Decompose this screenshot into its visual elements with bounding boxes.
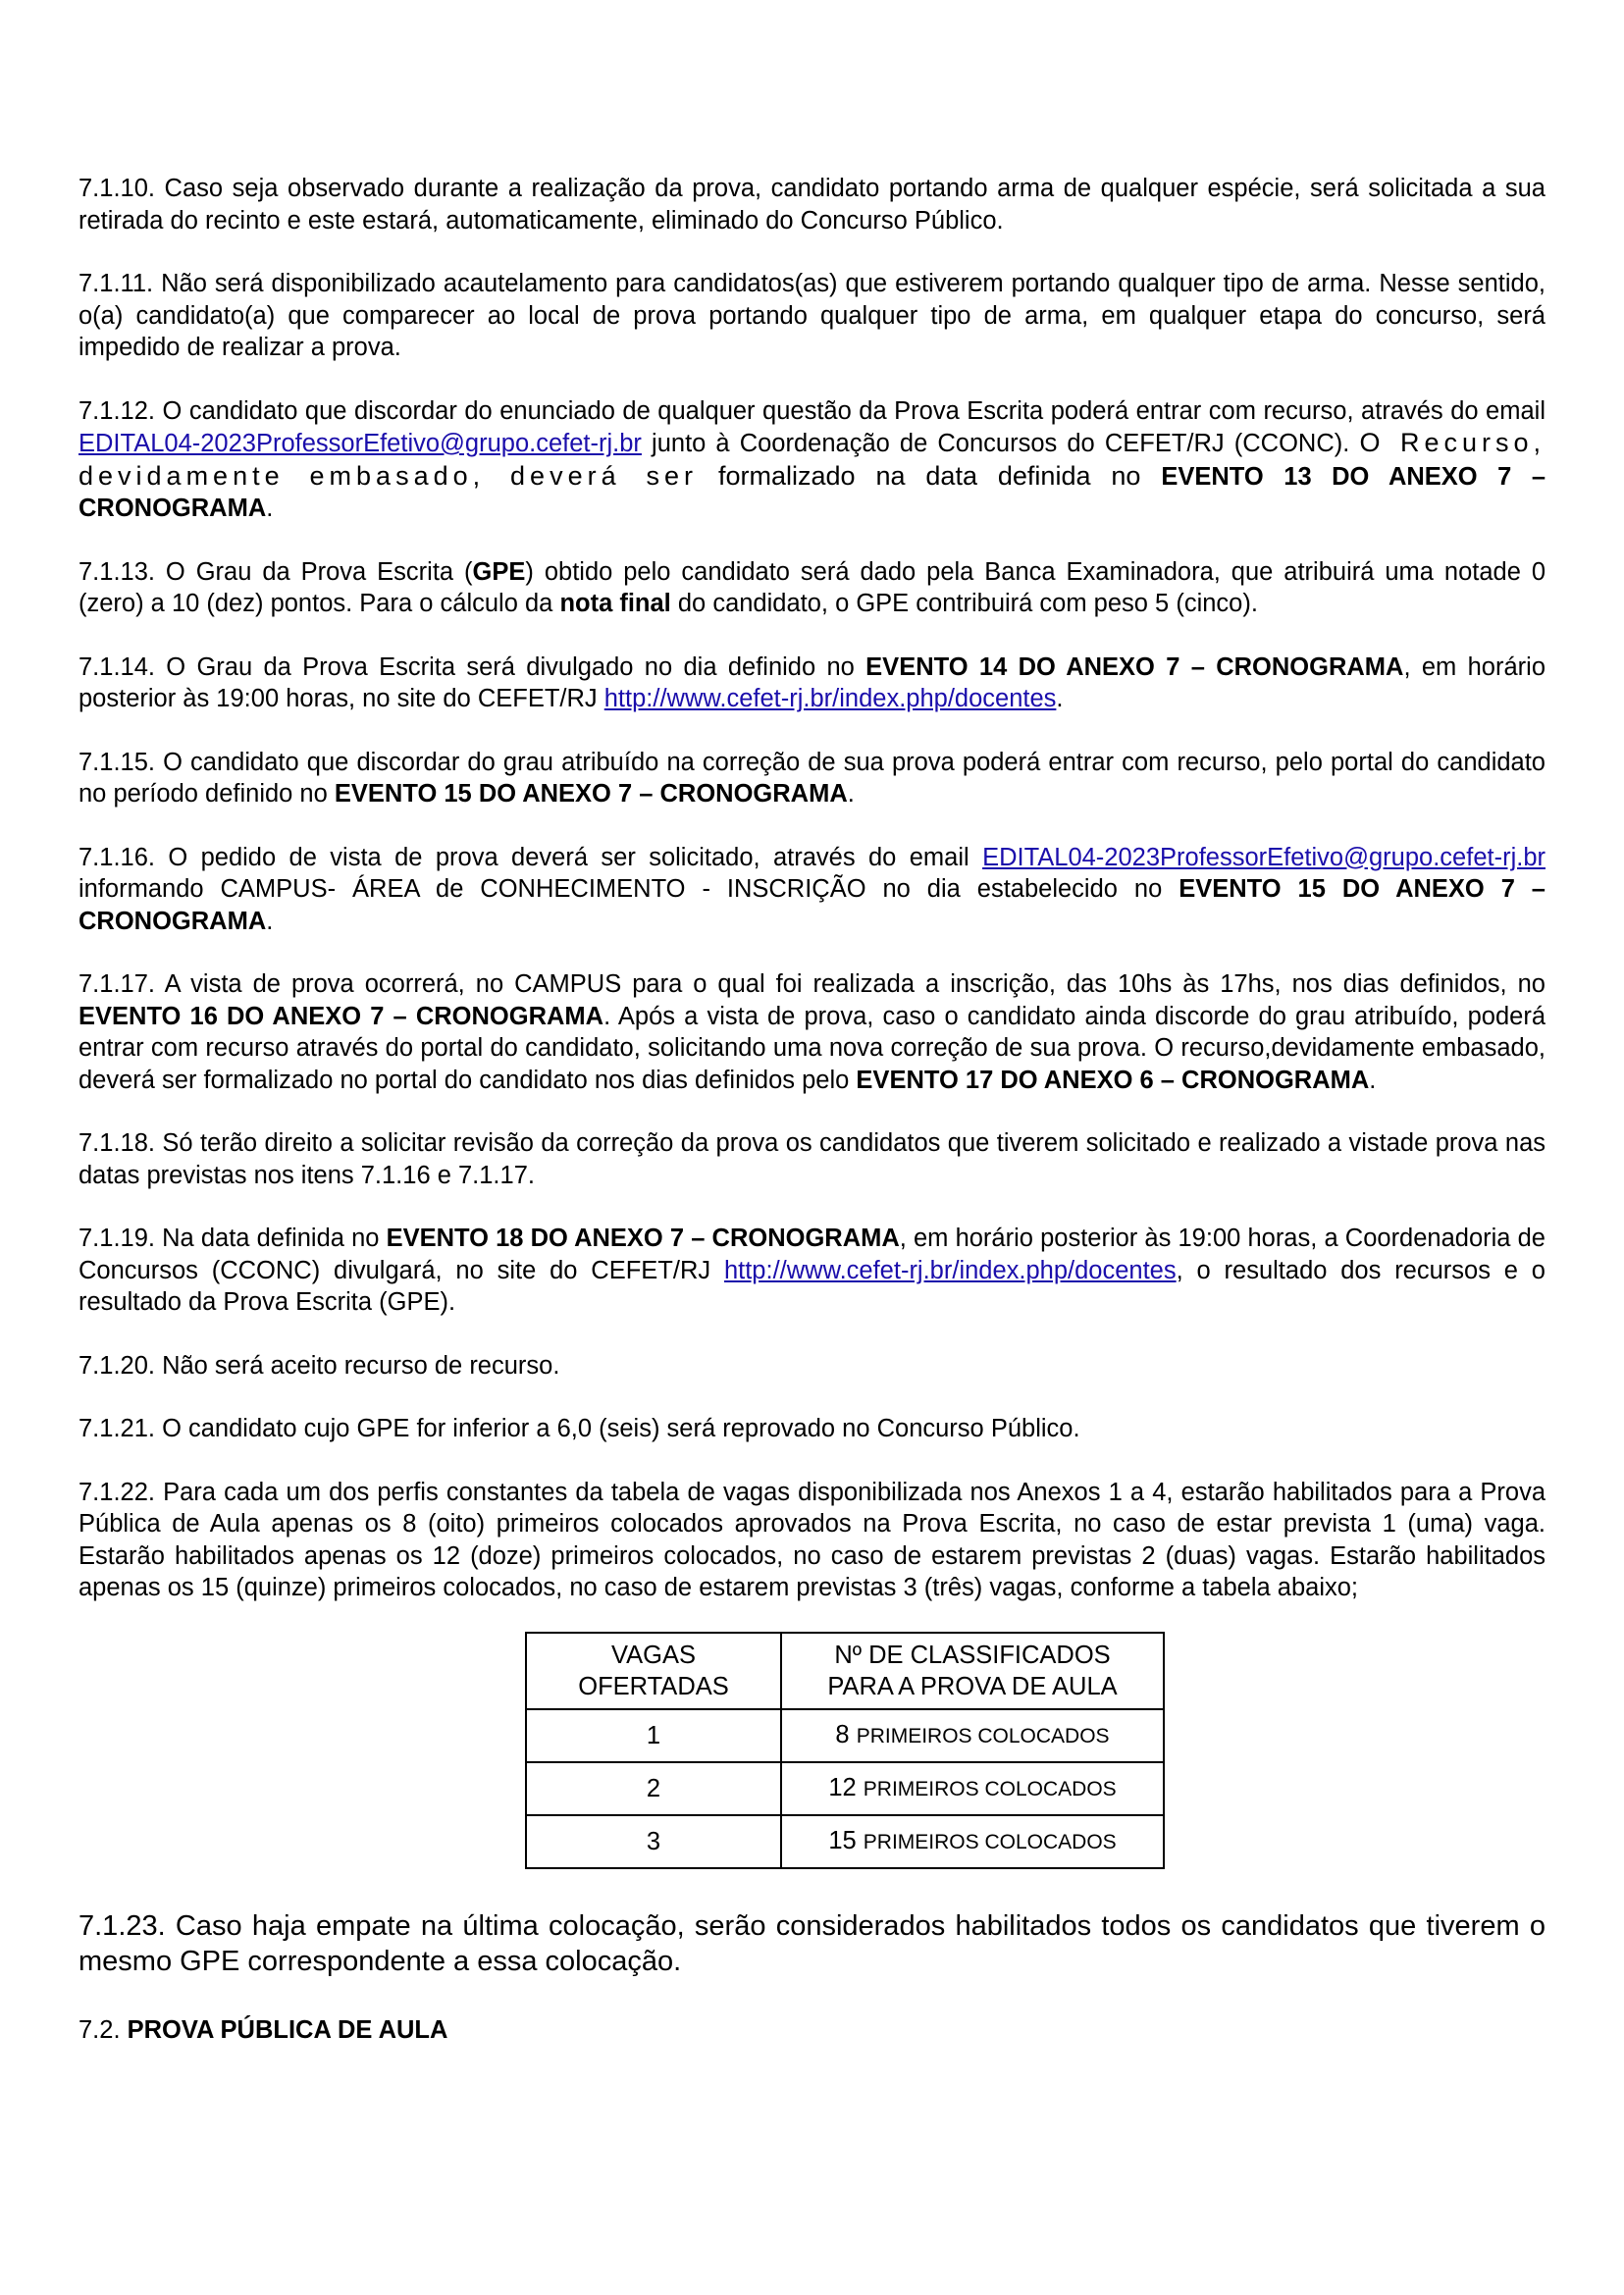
cell-label: PRIMEIROS COLOCADOS	[856, 1724, 1110, 1747]
header-text: OFERTADAS	[578, 1672, 729, 1700]
email-link[interactable]: EDITAL04-2023ProfessorEfetivo@grupo.cefet-rj.br	[982, 843, 1545, 871]
text: , o resultado dos recursos e o resultado da Prova Escrita (GPE).	[79, 1256, 1545, 1316]
table-row	[526, 1762, 1164, 1815]
paragraph-7-1-17	[79, 968, 1545, 1096]
cell-classificados	[781, 1762, 1164, 1815]
text: formalizado na data definida no	[698, 460, 1162, 491]
text: do candidato, o GPE contribuirá com peso 5 (cinco).	[670, 590, 1258, 617]
table-header-row	[526, 1633, 1164, 1709]
paragraph-7-1-14	[79, 652, 1545, 715]
cell-number: 12	[828, 1773, 857, 1801]
text: 7.1.17. A vista de prova ocorrerá, no CAMPUS para o qual foi realizada a inscrição, das 10hs às 17hs, nos dias definidos, no	[79, 970, 1545, 998]
event-ref: EVENTO 13 DO ANEXO 7 – CRONOGRAMA	[79, 462, 1546, 522]
paragraph-7-1-23: 7.1.23. Caso haja empate na última colocação, serão considerados habilitados todos os candidatos que tiverem o mesmo GPE correspondente a essa colocação.	[79, 1909, 1545, 1977]
section-number: 7.2.	[79, 2015, 128, 2044]
header-text: Nº DE CLASSIFICADOS	[834, 1641, 1111, 1669]
paragraph-7-1-12	[79, 395, 1545, 525]
paragraph-7-1-13	[79, 556, 1545, 620]
spaced-text: O Recurso, devidamente embasado, deverá ser	[79, 428, 1545, 491]
text: 7.1.15. O candidato que discordar do grau atribuído na correção de sua prova poderá entrar com recurso, pelo portal do candidato no período definido no	[79, 748, 1545, 808]
paragraph-7-1-10: 7.1.10. Caso seja observado durante a realização da prova, candidato portando arma de qualquer espécie, será solicitada a sua retirada do recinto e este estará, automaticamente, eliminado do Concurso Público.	[79, 175, 1545, 235]
event-ref: EVENTO 15 DO ANEXO 7 – CRONOGRAMA	[79, 875, 1545, 935]
section-title: PROVA PÚBLICA DE AULA	[127, 2015, 448, 2044]
event-ref: EVENTO 14 DO ANEXO 7 – CRONOGRAMA	[865, 652, 1404, 681]
cell-vagas: 3	[526, 1815, 781, 1868]
paragraph-7-1-22: 7.1.22. Para cada um dos perfis constantes da tabela de vagas disponibilizada nos Anexos 1 a 4, estarão habilitados para a Prova Pública de Aula apenas os 8 (oito) primeiros colocados aprovados na Prova Escrita, no caso de estar prevista 1 (uma) vaga. Estarão habilitados apenas os 12 (doze) primeiros colocados, no caso de estarem previstas 2 (duas) vagas. Estarão habilitados apenas os 15 (quinze) primeiros colocados, no caso de estarem previstas 3 (três) vagas, conforme a tabela abaixo;	[79, 1478, 1545, 1601]
paragraph-7-1-16	[79, 842, 1545, 938]
vacancies-table	[525, 1632, 1165, 1869]
text: junto à Coordenação de Concursos do CEFET/RJ (CCONC).	[641, 430, 1360, 457]
cell-classificados	[781, 1815, 1164, 1868]
text: .	[847, 780, 855, 808]
site-link[interactable]: http://www.cefet-rj.br/index.php/docentes	[723, 1256, 1177, 1284]
nota-final-term: nota final	[559, 590, 671, 617]
text: 7.1.19. Na data definida no	[79, 1225, 387, 1252]
event-ref: EVENTO 18 DO ANEXO 7 – CRONOGRAMA	[386, 1225, 900, 1252]
text: .	[1056, 685, 1064, 712]
header-text: VAGAS	[611, 1641, 696, 1669]
event-ref: EVENTO 17 DO ANEXO 6 – CRONOGRAMA	[856, 1066, 1370, 1094]
cell-number: 8	[835, 1720, 850, 1748]
site-link[interactable]: http://www.cefet-rj.br/index.php/docentes	[603, 685, 1057, 712]
document-page	[79, 173, 1545, 2077]
text: 7.1.16. O pedido de vista de prova deverá ser solicitado, através do email	[79, 843, 983, 871]
gpe-term: GPE	[472, 557, 526, 586]
text: . Após a vista de prova, caso o candidato ainda discorde do grau atribuído, poderá entrar com recurso através do portal do candidato, solicitando uma nova correção de sua prova. O recurso,devidamente embasado, deverá ser formalizado no portal do candidato nos dias definidos pelo	[79, 1002, 1546, 1094]
cell-label: PRIMEIROS COLOCADOS	[863, 1777, 1117, 1800]
paragraph-7-1-21: 7.1.21. O candidato cujo GPE for inferior a 6,0 (seis) será reprovado no Concurso Público.	[79, 1415, 1080, 1442]
text: .	[266, 495, 274, 522]
header-vagas-ofertadas	[526, 1633, 781, 1709]
header-num-classificados	[781, 1633, 1164, 1709]
header-text: PARA A PROVA DE AULA	[827, 1672, 1118, 1700]
cell-vagas: 1	[526, 1709, 781, 1762]
text: 7.1.13. O Grau da Prova Escrita (	[79, 557, 473, 586]
paragraph-7-1-20: 7.1.20. Não será aceito recurso de recurso.	[79, 1351, 560, 1380]
email-link[interactable]: EDITAL04-2023ProfessorEfetivo@grupo.cefet-rj.br	[79, 430, 642, 457]
event-ref: EVENTO 15 DO ANEXO 7 – CRONOGRAMA	[334, 780, 848, 808]
vacancies-table-wrapper	[79, 1632, 1545, 1869]
paragraph-7-1-19	[79, 1223, 1545, 1319]
text: , em horário posterior às 19:00 horas, a Coordenadoria de Concursos (CCONC) divulgará, no site do CEFET/RJ	[79, 1225, 1545, 1284]
text: .	[1369, 1066, 1377, 1094]
event-ref: EVENTO 16 DO ANEXO 7 – CRONOGRAMA	[79, 1002, 604, 1030]
paragraph-7-1-18: 7.1.18. Só terão direito a solicitar revisão da correção da prova os candidatos que tiverem solicitado e realizado a vistade prova nas datas previstas nos itens 7.1.16 e 7.1.17.	[79, 1129, 1545, 1189]
cell-number: 15	[828, 1826, 857, 1854]
text: informando CAMPUS- ÁREA de CONHECIMENTO - INSCRIÇÃO no dia estabelecido no	[79, 875, 1179, 903]
text: , em horário posterior às 19:00 horas, no site do CEFET/RJ	[79, 652, 1546, 712]
paragraph-7-1-11: 7.1.11. Não será disponibilizado acautelamento para candidatos(as) que estiverem portando qualquer tipo de arma. Nesse sentido, o(a) candidato(a) que comparecer ao local de prova portando qualquer tipo de arma, em qualquer etapa do concurso, será impedido de realizar a prova.	[79, 270, 1545, 361]
text: 7.1.12. O candidato que discordar do enunciado de qualquer questão da Prova Escrita poderá entrar com recurso, através do email	[79, 396, 1545, 425]
text: .	[266, 907, 274, 935]
paragraph-7-1-15	[79, 747, 1545, 810]
table-row	[526, 1709, 1164, 1762]
cell-classificados	[781, 1709, 1164, 1762]
cell-vagas: 2	[526, 1762, 781, 1815]
cell-label: PRIMEIROS COLOCADOS	[863, 1830, 1117, 1853]
text: ) obtido pelo candidato será dado pela Banca Examinadora, que atribuirá uma notade 0 (zero) a 10 (dez) pontos. Para o cálculo da	[79, 557, 1545, 617]
table-row	[526, 1815, 1164, 1868]
section-heading-7-2	[79, 2014, 1545, 2047]
text: 7.1.14. O Grau da Prova Escrita será divulgado no dia definido no	[79, 652, 866, 681]
